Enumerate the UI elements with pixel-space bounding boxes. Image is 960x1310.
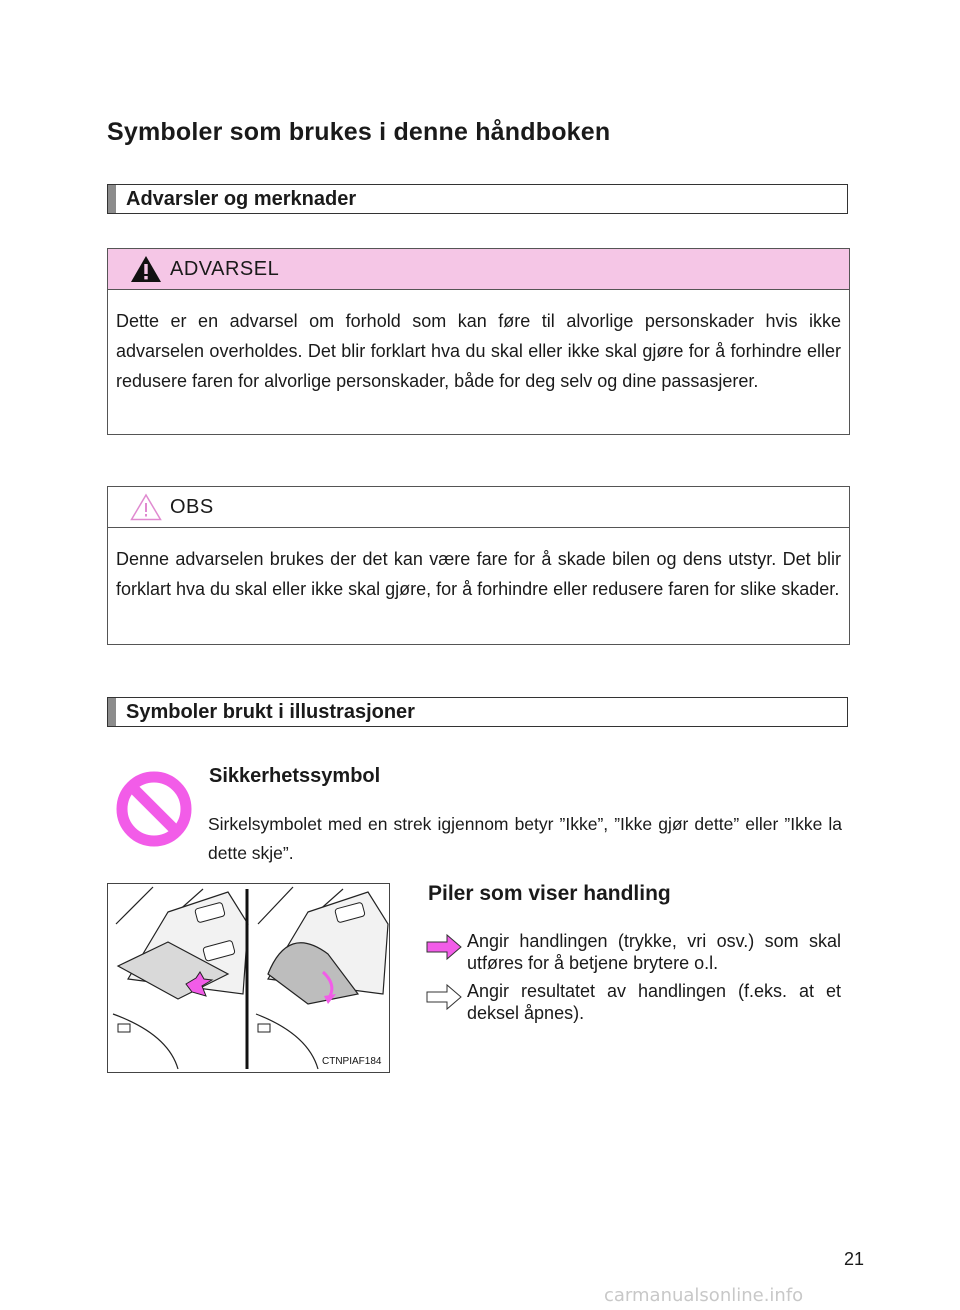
page-number: 21 — [844, 1249, 865, 1269]
action-arrow-text: Angir handlingen (trykke, vri osv.) som skal utføres for å betjene brytere o.l. — [467, 931, 841, 973]
watermark[interactable]: carmanualsonline.info — [604, 1285, 804, 1306]
safety-symbol-text: Sirkelsymbolet med en strek igjennom betyr ”Ikke”, ”Ikke gjør dette” eller ”Ikke la dette skje”. — [208, 814, 842, 863]
section-header-warnings — [107, 184, 848, 214]
warning-text: Dette er en advarsel om forhold som kan føre til alvorlige personskader hvis ikke advarselen overholdes. Det blir forklart hva du skal eller ikke skal gjøre for å forhindre eller redusere faren for alvorlige personskader, både for deg selv og dine passasjerer. — [116, 311, 841, 391]
prohibition-icon — [115, 770, 193, 848]
overhead-console-illustration — [108, 884, 390, 1073]
result-arrow-row — [425, 980, 845, 1024]
notice-label: OBS — [170, 495, 214, 518]
safety-symbol-title: Sikkerhetssymbol — [209, 765, 381, 787]
section-header-bar — [108, 698, 116, 726]
result-arrow-text: Angir resultatet av handlingen (f.eks. at et deksel åpnes). — [467, 981, 841, 1023]
arrows-title: Piler som viser handling — [428, 882, 671, 905]
outline-arrow-icon — [425, 983, 463, 1011]
filled-arrow-icon — [425, 933, 463, 961]
warning-box — [107, 248, 850, 435]
section-header-symbols — [107, 697, 848, 727]
section-header-bar — [108, 185, 116, 213]
notice-text: Denne advarselen brukes der det kan være fare for å skade bilen og dens utstyr. Det blir forklart hva du skal eller ikke skal gjøre, for å forhindre eller redusere faren for slike skader. — [116, 549, 841, 599]
warning-header — [108, 249, 849, 290]
notice-box — [107, 486, 850, 645]
illustration-code: CTNPIAF184 — [322, 1056, 382, 1067]
action-arrow-row — [425, 930, 845, 974]
section-header-label: Advarsler og merknader — [126, 187, 357, 210]
warning-triangle-icon — [130, 255, 162, 283]
caution-triangle-icon — [130, 493, 162, 521]
warning-label: ADVARSEL — [170, 257, 280, 280]
notice-header — [108, 487, 849, 528]
illustration — [107, 883, 390, 1073]
page-title: Symboler som brukes i denne håndboken — [107, 118, 611, 146]
section-header-label: Symboler brukt i illustrasjoner — [126, 700, 415, 723]
